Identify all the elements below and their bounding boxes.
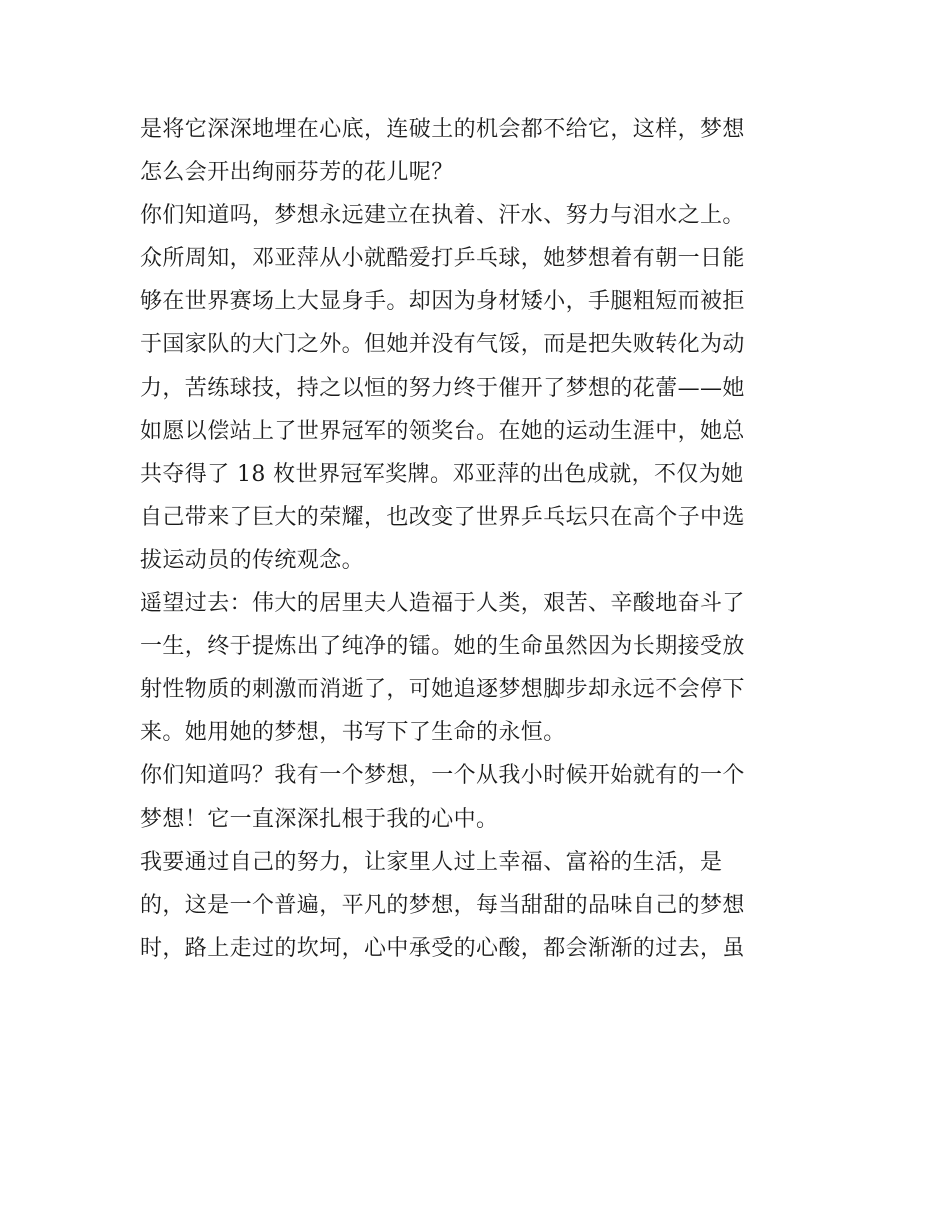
text-line: 共夺得了 18 枚世界冠军奖牌。邓亚萍的出色成就，不仅为她	[140, 461, 744, 487]
text-line: 自己带来了巨大的荣耀，也改变了世界乒乓坛只在高个子中选	[140, 504, 745, 530]
text-line: 够在世界赛场上大显身手。却因为身材矮小，手腿粗短而被拒	[140, 289, 745, 315]
text-line: 你们知道吗，梦想永远建立在执着、汗水、努力与泪水之上。	[140, 203, 745, 229]
text-line: 一生，终于提炼出了纯净的镭。她的生命虽然因为长期接受放	[140, 634, 745, 660]
text-line: 于国家队的大门之外。但她并没有气馁，而是把失败转化为动	[140, 332, 745, 358]
text-line: 遥望过去：伟大的居里夫人造福于人类，艰苦、辛酸地奋斗了	[140, 591, 745, 617]
text-line: 是将它深深地埋在心底，连破土的机会都不给它，这样，梦想	[140, 117, 745, 142]
essay-text	[140, 108, 830, 970]
text-line: 拔运动员的传统观念。	[140, 547, 365, 573]
text-line: 怎么会开出绚丽芬芳的花儿呢？	[140, 160, 454, 186]
text-line: 你们知道吗？我有一个梦想，一个从我小时候开始就有的一个	[140, 763, 745, 789]
text-line: 射性物质的刺激而消逝了，可她追逐梦想脚步却永远不会停下	[140, 677, 745, 703]
text-line: 的，这是一个普遍，平凡的梦想，每当甜甜的品味自己的梦想	[140, 892, 745, 918]
text-line: 我要通过自己的努力，让家里人过上幸福、富裕的生活，是	[140, 849, 723, 875]
text-line: 众所周知，邓亚萍从小就酷爱打乒乓球，她梦想着有朝一日能	[140, 246, 745, 272]
text-line: 来。她用她的梦想，书写下了生命的永恒。	[140, 720, 566, 746]
text-line: 力，苦练球技，持之以恒的努力终于催开了梦想的花蕾——她	[140, 375, 745, 401]
text-line: 梦想！它一直深深扎根于我的心中。	[140, 806, 499, 832]
text-line: 如愿以偿站上了世界冠军的领奖台。在她的运动生涯中，她总	[140, 418, 745, 444]
text-line: 时，路上走过的坎坷，心中承受的心酸，都会渐渐的过去，虽	[140, 935, 745, 961]
